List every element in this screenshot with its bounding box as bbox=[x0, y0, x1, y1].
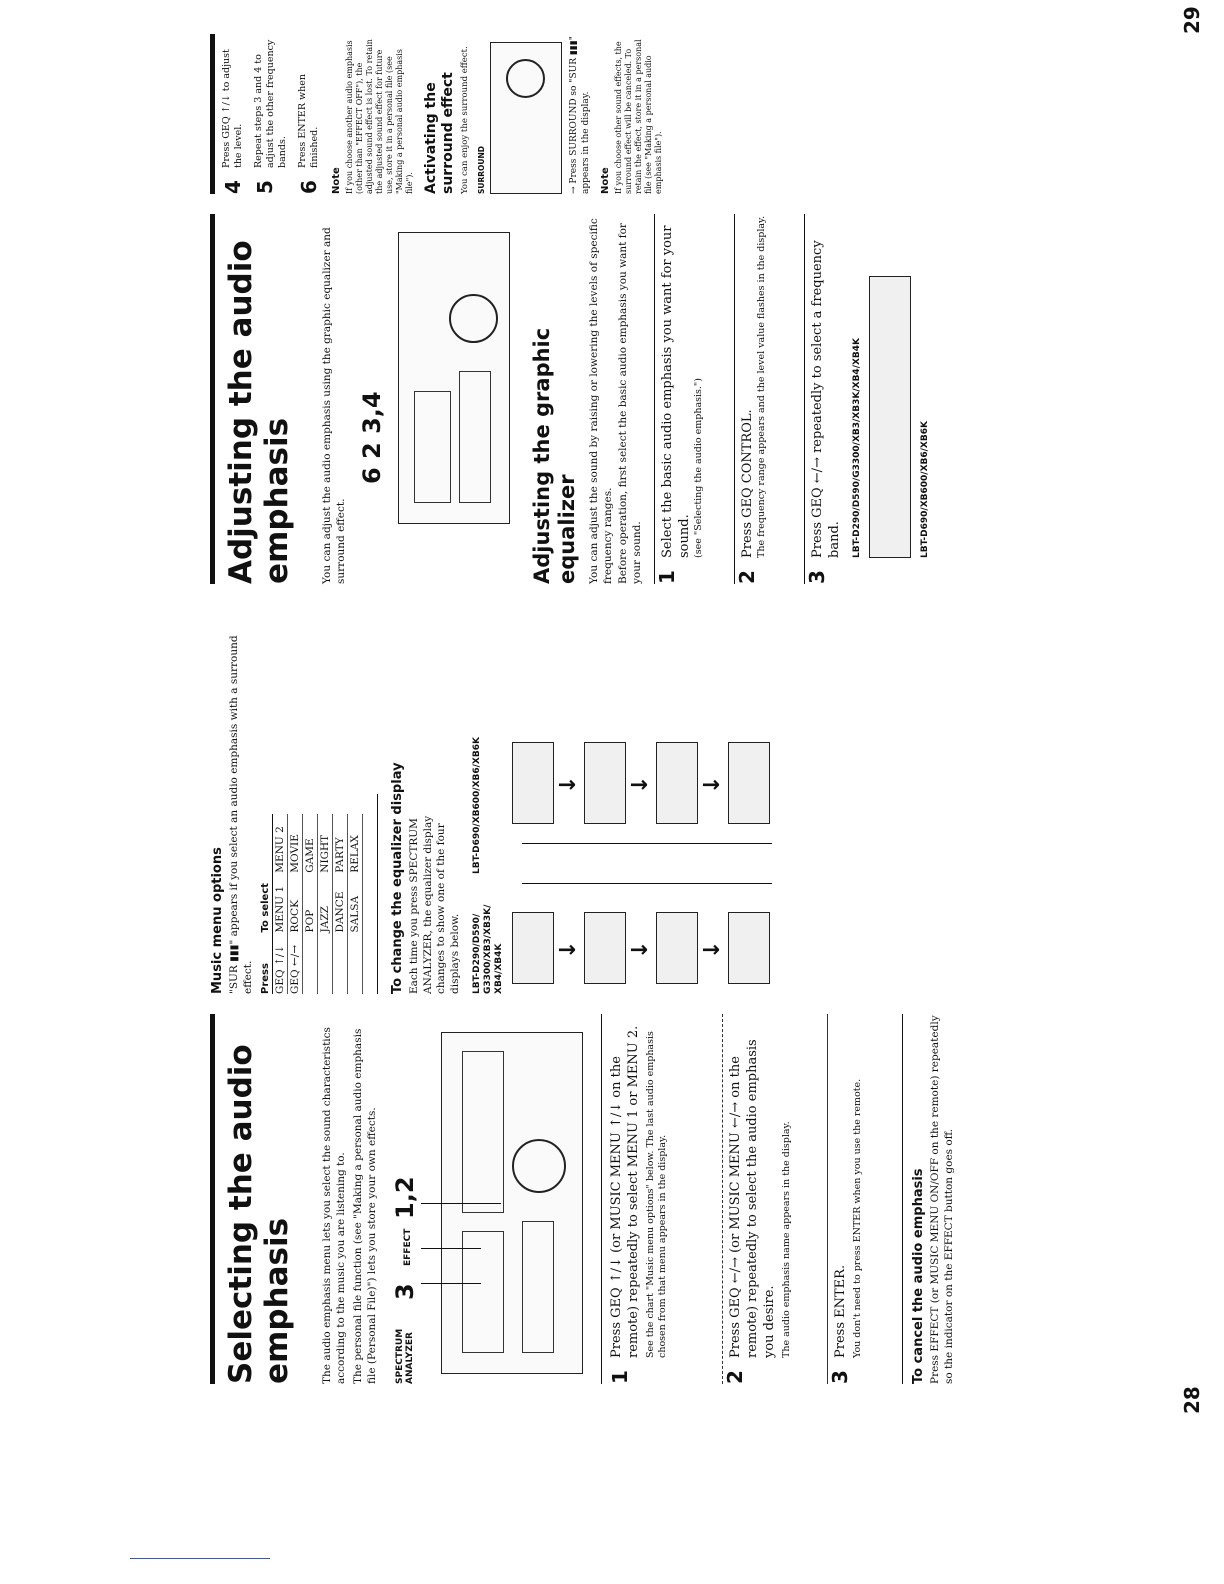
step-text: Press GEQ ↑/↓ to adjust the level. bbox=[221, 49, 244, 168]
model-label-b: LBT-D690/XB600/XB6/XB6K bbox=[920, 421, 930, 558]
table-row: POP GAME bbox=[303, 814, 318, 994]
step-3 bbox=[827, 1014, 864, 1384]
music-menu-heading: Music menu options bbox=[210, 847, 225, 994]
steps-list bbox=[602, 1014, 902, 1384]
step-5 bbox=[253, 34, 289, 194]
cancel-text: Press EFFECT (or MUSIC MENU ON/OFF on the remote) repeatedly so the indicator on the EFFECT button goes off. bbox=[929, 1015, 955, 1384]
table-row: GEQ ↑/↓ MENU 1 MENU 2 bbox=[273, 814, 288, 994]
arrow-down-icon: ↓ bbox=[700, 940, 725, 959]
eq-display-b3 bbox=[656, 742, 698, 824]
note-heading: Note bbox=[331, 167, 342, 194]
note-text: If you choose another audio emphasis (other than "EFFECT OFF"), the adjusted sound effect is lost. To retain the adjusted sound effect for future use, store it in a personal file (see "Making a personal audio emphasis file"). bbox=[345, 39, 414, 194]
surround-step-text: Press SURROUND so "SUR ▮▮▮" appears in the display. bbox=[569, 36, 591, 194]
surround-heading: Activating the surround effect bbox=[423, 72, 456, 194]
effect-label: EFFECT bbox=[403, 1228, 413, 1266]
step-number: 4 bbox=[221, 180, 245, 194]
table-header bbox=[259, 814, 273, 873]
arrow-right-icon: → bbox=[569, 183, 579, 194]
left-column-2 bbox=[210, 624, 802, 994]
step-text: Press ENTER. bbox=[833, 1264, 848, 1358]
step-2 bbox=[734, 214, 768, 584]
step-text: Press GEQ ↑/↓ (or MUSIC MENU ↑/↓ on the remote) repeatedly to select MENU 1 or MENU 2. bbox=[609, 1025, 641, 1358]
step-number: 6 bbox=[297, 180, 321, 194]
step-number: 5 bbox=[253, 180, 277, 194]
eq-display-b4 bbox=[728, 742, 770, 824]
step-text: Repeat steps 3 and 4 to adjust the other frequency bands. bbox=[253, 39, 288, 168]
arrow-down-icon: ↓ bbox=[700, 775, 725, 794]
surround-label: SURROUND bbox=[477, 145, 486, 194]
page-number-right: 29 bbox=[1180, 6, 1204, 34]
step-number: 3 bbox=[805, 570, 829, 584]
step-note: The audio emphasis name appears in the display. bbox=[781, 1121, 792, 1358]
step-note: (see "Selecting the audio emphasis.") bbox=[693, 378, 704, 558]
step-1 bbox=[608, 1014, 669, 1384]
eq-display-3 bbox=[656, 912, 698, 984]
intro-paragraph: The audio emphasis menu lets you select the sound characteristics according to the music you are listening to. bbox=[321, 1027, 347, 1384]
divider bbox=[377, 794, 378, 994]
left-column-1 bbox=[210, 1014, 956, 1384]
eq-display-heading: To change the equalizer display bbox=[390, 762, 405, 994]
geq-heading: Adjusting the graphic equalizer bbox=[530, 327, 579, 584]
note-text: If you choose other sound effects, the surround effect will be canceled. To retain the effect, store it in a personal file (see "Making a personal audio emphasis file"). bbox=[614, 39, 663, 194]
cancel-heading: To cancel the audio emphasis bbox=[911, 1168, 926, 1384]
music-menu-text: "SUR ▮▮▮" appears if you select an audio emphasis with a surround effect. bbox=[228, 635, 254, 994]
intro-paragraph-2: The personal file function (see "Making a personal audio emphasis file (Personal File)") lets you store your own effects. bbox=[352, 1028, 378, 1384]
step-number: 1 bbox=[608, 1370, 632, 1384]
surround-step bbox=[568, 34, 592, 194]
eq-display-b1 bbox=[512, 742, 554, 824]
surround-text: You can enjoy the surround effect. bbox=[460, 46, 470, 194]
step-2 bbox=[722, 1014, 793, 1384]
intro-paragraph: You can adjust the audio emphasis using the graphic equalizer and surround effect. bbox=[321, 227, 347, 584]
table-row: SALSA RELAX bbox=[348, 814, 363, 994]
eq-display-b2 bbox=[584, 742, 626, 824]
arrow-down-icon: ↓ bbox=[628, 940, 653, 959]
step-text: Press GEQ ←/→ (or MUSIC MENU ←/→ on the remote) repeatedly to select the audio emphasis you desire. bbox=[728, 1039, 777, 1358]
step-3 bbox=[804, 214, 933, 584]
stereo-unit-drawing bbox=[490, 42, 562, 194]
arrow-down-icon: ↓ bbox=[628, 775, 653, 794]
page-number-left: 28 bbox=[1180, 1386, 1204, 1414]
table-header: To select bbox=[259, 873, 273, 933]
geq-steps bbox=[654, 214, 930, 584]
step-note: You don't need to press ENTER when you use the remote. bbox=[852, 1078, 863, 1358]
step-1 bbox=[654, 214, 705, 584]
page-title: Adjusting the audio emphasis bbox=[223, 240, 295, 584]
footer-rule bbox=[130, 1558, 270, 1559]
step-text: Press GEQ ←/→ repeatedly to select a frequency band. bbox=[810, 240, 842, 558]
step-number: 3 bbox=[828, 1370, 852, 1384]
step-text: Press ENTER when finished. bbox=[297, 73, 320, 168]
eq-display-4 bbox=[728, 912, 770, 984]
eq-display-2 bbox=[584, 912, 626, 984]
arrow-down-icon: ↓ bbox=[556, 775, 581, 794]
step-number: 2 bbox=[735, 570, 759, 584]
step-note: See the chart "Music menu options" below. The last audio emphasis chosen from that menu appears in the display. bbox=[645, 1031, 668, 1358]
title-bar bbox=[210, 1014, 215, 1384]
model-label-b: LBT-D690/XB600/XB6/XB6K bbox=[472, 737, 482, 874]
step-number: 1 bbox=[655, 570, 679, 584]
right-column-1 bbox=[210, 214, 930, 584]
table-row: DANCE PARTY bbox=[333, 814, 348, 994]
eq-display-cycle bbox=[472, 624, 802, 994]
step-6 bbox=[297, 34, 321, 194]
geq-text: You can adjust the sound by raising or lowering the levels of specific frequency ranges. bbox=[588, 218, 614, 584]
note-heading: Note bbox=[600, 167, 611, 194]
step-text: Select the basic audio emphasis you want for your sound. bbox=[660, 225, 692, 558]
step-4 bbox=[221, 34, 245, 194]
table-header: Press bbox=[259, 932, 273, 994]
right-column-2 bbox=[210, 34, 664, 194]
title-bar bbox=[210, 34, 215, 194]
callout-1-2: 1,2 bbox=[391, 1176, 419, 1219]
device-illustration bbox=[391, 1014, 591, 1384]
music-menu-table bbox=[259, 814, 363, 994]
spectrum-label: SPECTRUM ANALYZER bbox=[395, 1328, 415, 1384]
lcd-display-a bbox=[869, 276, 911, 558]
device-illustration bbox=[358, 214, 518, 584]
table-row: JAZZ NIGHT bbox=[318, 814, 333, 994]
eq-display-1 bbox=[512, 912, 554, 984]
stereo-unit-drawing bbox=[398, 232, 510, 524]
divider bbox=[902, 1014, 903, 1384]
step-text: Press GEQ CONTROL. bbox=[740, 409, 755, 558]
eq-display-text: Each time you press SPECTRUM ANALYZER, the equalizer display changes to show one of the four displays below. bbox=[408, 815, 461, 994]
step-number: 2 bbox=[723, 1370, 747, 1384]
callout-3: 3 bbox=[391, 1283, 419, 1300]
title-bar bbox=[210, 214, 215, 584]
geq-text-2: Before operation, first select the basic audio emphasis you want for your sound. bbox=[617, 223, 643, 584]
table-row: GEQ ←/→ ROCK MOVIE bbox=[288, 814, 303, 994]
step-note: The frequency range appears and the level value flashes in the display. bbox=[756, 215, 767, 558]
model-label-a: LBT-D290/D590/G3300/XB3/XB3K/XB4/XB4K bbox=[852, 337, 862, 558]
model-label-a: LBT-D290/D590/ G3300/XB3/XB3K/ XB4/XB4K bbox=[472, 904, 504, 994]
arrow-down-icon: ↓ bbox=[556, 940, 581, 959]
page-title: Selecting the audio emphasis bbox=[223, 1044, 295, 1384]
callouts: 6 2 3,4 bbox=[358, 391, 386, 484]
